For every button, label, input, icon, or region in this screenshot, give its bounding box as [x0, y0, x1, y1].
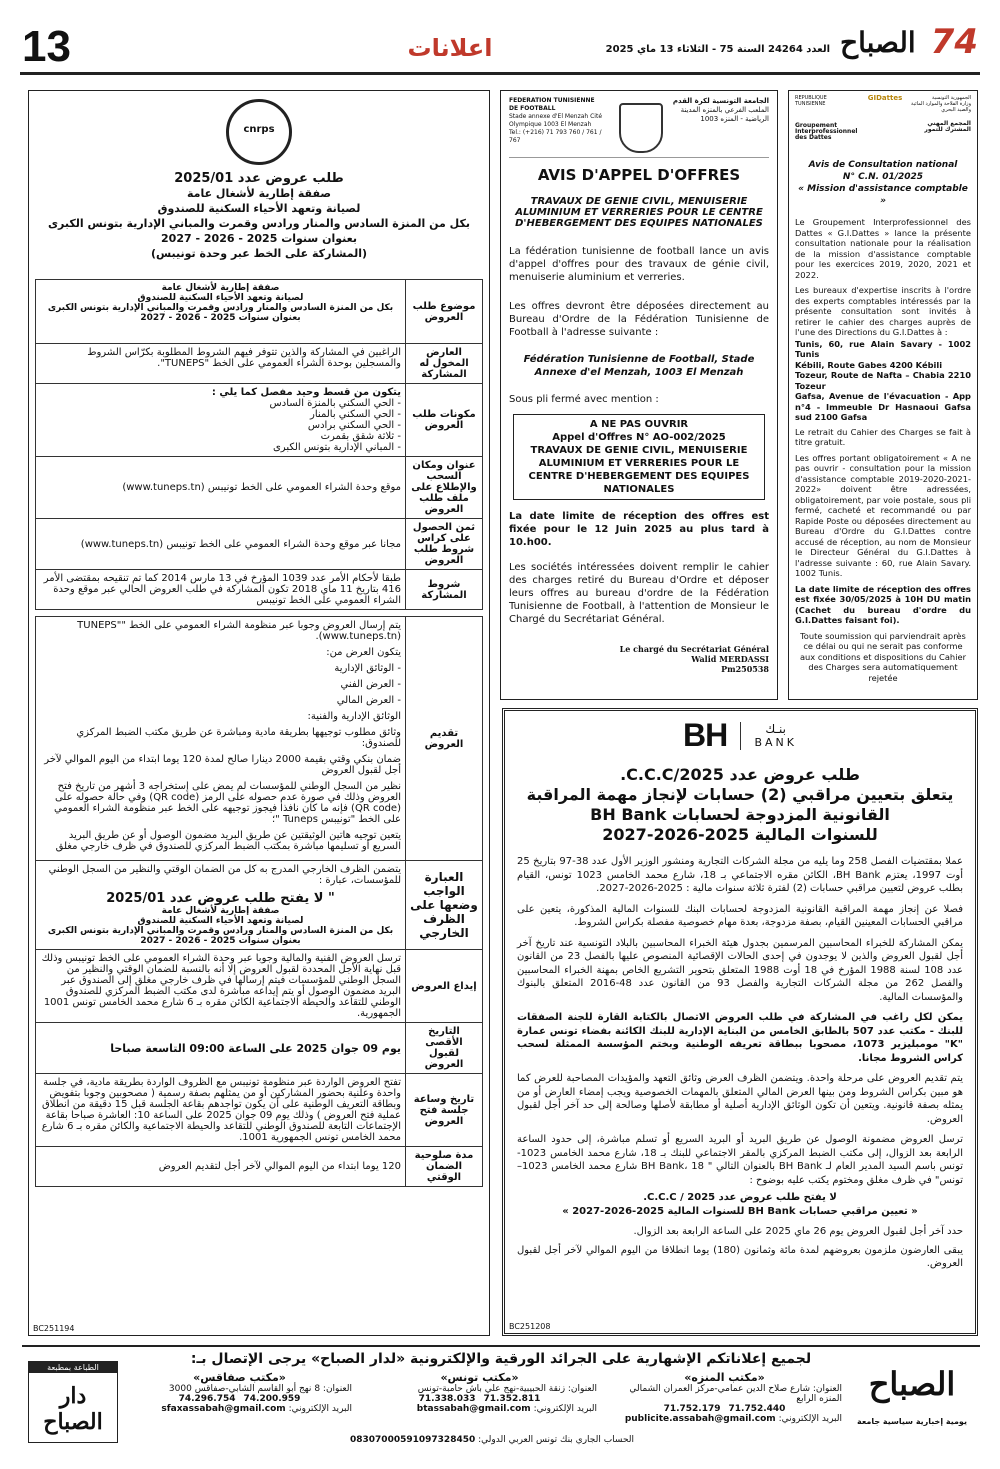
- bh-paragraph: ترسل العروض مضمونة الوصول عن طريق البريد أو البريد السريع أو تسلم مباشرة، إلى حدود الساعة الرابعة بعد الزوال، إلى مكتب الضبط المركزي بالمقر الاجتماعي للبنك بـ 18، شارع محمد الخامس 1023- تونس باسم السيد المدير العام لـ BH Bank بالعنوان التالي " BH Bank، 18 شارع محمد الخامس 1023– تونس" في ظرف مغلق ومختوم يكتب عليه بوضوح :: [517, 1134, 964, 1186]
- mention-line: بعنوان سنوات 2025 - 2026 - 2027: [140, 936, 301, 946]
- row-value: [36, 617, 406, 861]
- bh-paragraph: يبقى العارضون ملزمون بعروضهم لمدة مائة وثمانون (180) يوما انطلاقا من اليوم الموالي لآخر أجل لقبول العروض.: [517, 1244, 963, 1269]
- logo-text: الصباح: [840, 26, 916, 59]
- logo-number: 74: [930, 22, 978, 62]
- gid-mission: « Mission d'assistance comptable »: [798, 184, 968, 206]
- ftf-subject: TRAVAUX DE GENIE CIVIL, MENUISERIE ALUMINIUM ET VERRERIES POUR LE CENTRE D'HEBERGEMENT DES EQUIPES NATIONALES: [515, 196, 763, 229]
- row-label: شروط المشاركة: [406, 570, 483, 610]
- ftf-org-ar: الجامعة التونسية لكرة القدم: [672, 97, 769, 105]
- office-phone[interactable]: 71.752.179: [663, 1404, 721, 1414]
- bh-logo-mark: BH: [683, 717, 728, 753]
- gid-logo: GIDattes: [867, 94, 903, 102]
- row-label: العبارة الواجب وضعها على الظرف الخارجي: [406, 861, 483, 950]
- ftf-deadline: La date limite de réception des offres est fixée pour le 12 Juin 2025 au plus tard à 10.h00.: [509, 511, 769, 548]
- cnrps-title-6: (المشاركة على الخط عبر وحدة تونيبس): [150, 247, 368, 260]
- table-row: [36, 384, 483, 457]
- list-item: - الحي السكني بالمنزة السادس: [40, 398, 401, 409]
- gid-paragraph: Le Groupement Interprofessionnel des Dattes « G.I.Dattes » lance la présente consultation nationale pour la réalisation de la mission d'assistance comptable pour les exercices 2019, 2020, 2021 et 2022.: [795, 217, 971, 280]
- gid-head-ar1: الجمهورية التونسية: [931, 95, 971, 101]
- cnrps-table: [35, 279, 483, 610]
- gid-paragraph: Le retrait du Cahier des Charges se fait à titre gratuit.: [795, 426, 971, 447]
- row-value: ترسل العروض الفنية والمالية وجوبا عبر وحدة الشراء العمومي على الخط تونيبس وذلك قبل نهاية الأجل المحددة لقبول العروض إلا أنه بالنسبة للضمان الوقتي والنظير من السجل الوطني للمؤسسات فيتم إرسالها في ظرف خارجي مغلق إلى الصندوق عبر البريد مضمون الوصول أو يتم إيداعه مباشرة لدى مكتب الضبط المركزي للصندوق الوطني للتقاعد والحيطة الاجتماعية الكائن مقره بـ 6 شارع محمد الخامس تونس 1001 الجمهورية.: [36, 950, 406, 1023]
- table-row: [36, 1147, 483, 1187]
- subject-line: صفقة إطارية لأشغال عامة: [161, 283, 280, 293]
- gid-org: Groupement Interprofessionnel des Dattes: [795, 122, 858, 141]
- bh-logo: [517, 717, 963, 757]
- gid-paragraph: Les offres portant obligatoirement « A ne pas ouvrir - consultation pour la mission d'assistance comptable 2019-2020-2021-2022» doivent être adressées, obligatoirement, par voie postale, sous pli fermé, cacheté et recommandé ou par Rapide Poste ou déposées directement au Bureau d'Ordre du G.I.Dattes contre accusé de réception, au nom de Monsieur le Directeur Général du G.I.Dattes à l'adresse suivante : 60, rue Alain Savary. 1002 Tunis.: [795, 452, 971, 578]
- row-value: [36, 384, 406, 457]
- cnrps-title-1: طلب عروض عدد 2025/01: [174, 171, 344, 186]
- subject-line: بعنوان سنوات 2025 - 2026 - 2027: [140, 313, 301, 323]
- bh-bank-ad: [502, 708, 978, 1336]
- row-value: يوم 09 جوان 2025 على الساعة 09:00 التاسعة صباحا: [36, 1023, 406, 1074]
- row-value: طبقا لأحكام الأمر عدد 1039 المؤرخ في 13 مارس 2014 كما تم تنقيحه بمقتضى الأمر 416 بتاريخ 11 ماي 2018 تكون المشاركة في طلب العروض الحالي عبر موقع وحدة الشراء العمومي على الخط تونيبس: [36, 570, 406, 610]
- gid-number: N° C.N. 01/2025: [842, 172, 924, 182]
- gidattes-ad: [788, 90, 978, 700]
- gid-paragraph: Toute soumission qui parviendrait après ce délai ou qui ne serait pas conforme aux conditions et dispositions du Cahier des Charges sera automatiquement rejetée: [799, 630, 967, 683]
- bh-paragraph: حدد آخر أجل لقبول العروض يوم 26 ماي 2025 على الساعة الرابعة بعد الزوال.: [633, 1226, 963, 1237]
- ftf-mention-line: TRAVAUX DE GENIE CIVIL, MENUISERIE ALUMINIUM ET VERRERIES POUR LE CENTRE D'HEBERGEMENT DES EQUIPES NATIONALES: [528, 445, 750, 495]
- components-intro: يتكون من قسط وحيد مفصل كما يلي :: [211, 387, 401, 398]
- paragraph: يتعين توجيه هاتين الوثيقتين عن طريق البريد مضمون الوصول أو عن طريق البريد السريع أو تسليمها مباشرة بمكتب الضبط المركزي للصندوق في ظرف خارجي مغلق: [55, 830, 401, 852]
- table-row: [36, 1074, 483, 1147]
- ftf-paragraph: Les sociétés intéressées doivent remplir le cahier des charges retiré du Bureau d'Ordre et déposer leurs offres au bureau d'ordre de la Fédération Tunisienne de Football, à l'attention de Monsieur le Chargé du Secrétariat Général.: [509, 562, 769, 625]
- row-label: ثمن الحصول على كراس شروط طلب العروض: [406, 519, 483, 570]
- office-phone[interactable]: 71.352.811: [483, 1394, 541, 1404]
- paragraph: يتضمن الظرف الخارجي المدرج به كل من الضمان الوقتي والنظير من السجل الوطني للمؤسسات، عبارة :: [48, 864, 401, 886]
- bh-logo-divider: [740, 722, 741, 750]
- paragraph: - الوثائق الإدارية: [334, 663, 401, 674]
- gid-direction: Kébili, Route Gabes 4200 Kébili: [795, 359, 943, 370]
- row-label: موضوع طلب العروض: [406, 280, 483, 344]
- table-row: [36, 570, 483, 610]
- mention-line: لصيانة وتعهد الأحياء السكنية للصندوق: [137, 916, 304, 926]
- row-value: [36, 280, 406, 344]
- gid-head-ar2: وزارة الفلاحة والموارد المائية والصيد البحري: [911, 101, 971, 113]
- table-row: [36, 344, 483, 384]
- cnrps-logo: [226, 99, 292, 165]
- gid-paragraph: Les bureaux d'expertise inscrits à l'ordre des experts comptables intéressés par la présente consultation sont invités à retirer le cahier des charges auprès de l'une des Directions du G.I.Dattes à :: [795, 285, 971, 337]
- bh-mention-1: لا يفتح طلب عروض عدد 2025 / C.C.C.: [643, 1192, 837, 1203]
- office-tunis: [362, 1371, 597, 1414]
- ftf-mention-box: [513, 414, 765, 500]
- cnrps-title-3: لصيانة وتعهد الأحياء السكنية للصندوق: [157, 202, 361, 215]
- bh-title-4: للسنوات المالية 2025-2026-2027: [602, 825, 878, 844]
- paragraph: - العرض المالي: [336, 695, 401, 706]
- office-address: العنوان: زنقة الحبيبية-نهج علي باش حامبة-تونس: [417, 1384, 597, 1394]
- row-value: 120 يوما ابتداء من اليوم الموالي لآخر أجل لتقديم العروض: [36, 1147, 406, 1187]
- paragraph: الوثائق الإدارية والفنية:: [307, 711, 401, 722]
- email-label: البريد الإلكتروني:: [778, 1414, 842, 1424]
- ftf-tel: Tel.: (+216) 71 793 760 / 761 / 767: [509, 129, 602, 144]
- bh-title-3: القانونية المزدوجة لحسابات BH Bank: [590, 805, 890, 824]
- row-label: العارض المخول له المشاركة: [406, 344, 483, 384]
- bank-rib: 08307000591097328450: [350, 1435, 476, 1445]
- row-label: التاريخ الأقصى لقبول العروض: [406, 1023, 483, 1074]
- footer-headline: لجميع إعلاناتكم الإشهارية على الجرائد الورقية والإلكترونية «لدار الصباح» يرجى الإتصال بـ:: [190, 1351, 812, 1367]
- ftf-emblem-icon: [619, 103, 663, 153]
- footer-logo-left[interactable]: [28, 1361, 118, 1443]
- bank-label: الحساب الجاري بنك تونس العربي الدولي:: [478, 1435, 634, 1445]
- cnrps-logo-label: cnrps: [243, 124, 275, 135]
- bh-paragraph: يمكن لكل راغب في المشاركة في طلب العروض الاتصال بالكتابة القارة للجنة الصفقات للبنك - مكتب عدد 507 بالطابق الخامس من البناية الإدارية للبنك الكائنة بفضاء تونس عمارة "K" مومبليزير 1073، مصحوبا ببطاقة تعريفه الوطنية وبختم المؤسسة الممثلة لسحب كراس الشروط مجانا.: [517, 1012, 963, 1064]
- ftf-addr-ar: الملعب الفرعي بالمنزه المدينة الرياضية - المنزه 1003: [680, 106, 769, 123]
- row-value: تفتح العروض الواردة عبر منظومة تونيبس مع الظروف الواردة بطريقة مادية، في جلسة واحدة وعلنية بحضور المشاركين أو من يمثلهم بصفة رسمية ( مصحوبين وجوبا بتفويض وبطاقة التعريف الوطنية على أن يكون تواجدهم بقاعة الجلسة قبل 15 دقيقة من انطلاق عملية فتح العروض ) وذلك يوم 09 جوان 2025 على الساعة 10: العاشرة صباحا بقاعة الإجتماعات التابعة للصندوق الوطني للتقاعد والحيطة الاجتماعية والكائن مقره بـ 6 شارع محمد الخامس تونس الجمهورية 1001.: [36, 1074, 406, 1147]
- table-row: [36, 950, 483, 1023]
- subject-line: لصيانة وتعهد الأحياء السكنية للصندوق: [137, 293, 304, 303]
- ftf-paragraph: Sous pli fermé avec mention :: [509, 394, 659, 405]
- bh-paragraph: فصلا عن إنجاز مهمة المراقبة القانونية المزدوجة لحسابات البنك للسنوات المالية المذكورة، يتعين على مراقبي الحسابات المعينين القيام، بصفة مزدوجة، بعدة مهام خصوصية مفصلة بكراس الشروط.: [517, 903, 963, 928]
- footer-logo-left-tag: الطباعة بمطبعة: [29, 1362, 117, 1373]
- paragraph: يتم إرسال العروض وجوبا عبر منظومة الشراء العمومي على الخط "TUNEPS" (www.tuneps.tn).: [77, 620, 401, 642]
- office-title: «مكتب صفاقس»: [193, 1371, 286, 1384]
- bh-logo-ar: بنـك: [765, 721, 786, 736]
- gid-title: Avis de Consultation national: [808, 160, 958, 170]
- mention-line: صفقة إطارية لأشغال عامة: [161, 906, 280, 916]
- row-label: إيداع العروض: [406, 950, 483, 1023]
- table-row: [36, 1023, 483, 1074]
- office-phone[interactable]: 71.752.440: [728, 1404, 786, 1414]
- issue-line: العدد 24264 السنة 75 - الثلاثاء 13 ماي 2025: [605, 44, 830, 55]
- bh-paragraph: عملا بمقتضيات الفصل 258 وما يليه من مجلة الشركات التجارية ومنشور الوزير الأول عدد 38-97 بتاريخ 25 أوت 1997، يعتزم BH Bank، الكائن مقره الاجتماعي بـ 18، شارع محمد الخامس 1023 تونس، القيام بطلب عروض لتعيين مراقبي حسابات (2) لفترة ثلاثة سنوات مالية : 2025-2026-2027.: [517, 856, 963, 894]
- footer-logo-right-text: الصباح: [868, 1365, 956, 1403]
- table-row: [36, 861, 483, 950]
- office-email[interactable]: btassabah@gmail.com: [416, 1404, 531, 1414]
- ftf-ad: [500, 90, 778, 700]
- row-value: الراغبين في المشاركة والذين تتوفر فيهم الشروط المطلوبة بكرّاس الشروط والمسجلين بوحدة الشراء العمومي على الخط "TUNEPS".: [36, 344, 406, 384]
- cnrps-table-2: [35, 616, 483, 1187]
- email-label: البريد الإلكتروني:: [288, 1404, 352, 1414]
- row-label: مدة صلوحية الضمان الوقتي: [406, 1147, 483, 1187]
- ftf-paragraph: La fédération tunisienne de football lance un avis d'appel d'offres pour des travaux de génie civil, menuiserie aluminium et verreries.: [509, 246, 769, 283]
- ftf-addr-fr: Stade annexe d'El Menzah Cité Olympique 1003 El Menzah: [509, 113, 603, 128]
- cnrps-title-5: بعنوان سنوات 2025 - 2026 - 2027: [161, 232, 357, 245]
- list-item: - ثلاثة شقق بقمرت: [40, 431, 401, 442]
- row-value: موقع وحدة الشراء العمومي على الخط تونيبس (www.tuneps.tn): [36, 457, 406, 519]
- paragraph: ضمان بنكي وقتي بقيمة 2000 دينارا صالح لمدة 120 يوما ابتداء من اليوم الموالي لآخر أجل لقبول العروض: [44, 754, 401, 776]
- table-row: [36, 617, 483, 861]
- office-title: «مكتب المنزه»: [684, 1371, 765, 1384]
- ftf-signature-name: Walid MERDASSI: [691, 654, 769, 664]
- row-value: مجانا عبر موقع وحدة الشراء العمومي على الخط تونيبس (www.tuneps.tn): [36, 519, 406, 570]
- office-sfax: [127, 1371, 352, 1414]
- office-title: «مكتب تونس»: [440, 1371, 519, 1384]
- bh-paragraph: يمكن المشاركة للخبراء المحاسبين المرسمين بجدول هيئة الخبراء المحاسبين بالبلاد التونسية عند تاريخ آخر أجل لقبول العروض والذين لا يوجدون في إحدى الحالات الإقصائية المنصوص عليها بالفصل 23 من القانون عدد 108 لسنة 1988 المؤرخ في 18 أوت 1988 المتعلق بتحوير التشريع الخاص بمهنة الخبراء المحاسبين والفصل 262 من مجلة الشركات التجارية والفصل 93 من القانون عدد 48-2016 المتعلق بالبنوك والمؤسسات المالية.: [517, 937, 963, 1003]
- footer-logo-left-text: دار الصباح: [43, 1383, 103, 1435]
- cnrps-title-4: بكل من المنزة السادس والمنار ورادس وقمرت والمباني الإدارية بتونس الكبرى: [47, 217, 471, 230]
- footer-banner: [22, 1345, 980, 1450]
- bank-account: [242, 1435, 742, 1445]
- office-address: العنوان: 8 نهج أبو القاسم الشابي-صفاقس 3000: [168, 1384, 352, 1394]
- cnrps-ad: [28, 90, 490, 1336]
- office-email[interactable]: sfaxassabah@gmail.com: [161, 1404, 286, 1414]
- gid-direction: Tunis, 60, rue Alain Savary - 1002 Tunis: [795, 338, 971, 359]
- gid-direction: Tozeur, Route de Nafta – Chabia 2210 Tozeur: [795, 370, 971, 391]
- paragraph: نظير من السجل الوطني للمؤسسات لم يمض على إستخراجه 3 أشهر من تاريخ فتح العروض وذلك في صورة عدم حصوله على الرمز (QR code) وفي حالة حصوله على (QR code) فإنه ما كان نافذا فيجوز توجيهه على الخط عبر منظومة الشراء العمومي على الخط "تونيبس Tuneps "؛: [54, 781, 401, 825]
- email-label: البريد الإلكتروني:: [533, 1404, 597, 1414]
- envelope-mention: " لا يفتح طلب عروض عدد 2025/01: [106, 891, 335, 906]
- ftf-mention-line: Appel d'Offres N° AO-002/2025: [552, 432, 726, 443]
- office-phone[interactable]: 71.338.033: [418, 1394, 476, 1404]
- header-rule: [20, 72, 980, 75]
- row-label: تاريخ وساعة جلسة فتح العروض: [406, 1074, 483, 1147]
- office-address: العنوان: شارع صلاح الدين عمامي-مركز العمران الشمالي المنزه الرابع: [629, 1384, 842, 1404]
- bh-logo-bank: BANK: [754, 735, 797, 749]
- row-label: تقديم العروض: [406, 617, 483, 861]
- footer-logo-right-tag: يومية إخبارية سياسية جامعة: [857, 1417, 967, 1426]
- page-number: 13: [22, 22, 71, 71]
- office-phone[interactable]: 74.296.754: [178, 1394, 236, 1404]
- ftf-mention-line: A NE PAS OUVRIR: [589, 419, 689, 430]
- ad-reference: BC251194: [33, 1324, 75, 1333]
- bh-title-2: يتعلق بتعيين مراقبي (2) حسابات لإنجاز مهمة المراقبة: [526, 785, 954, 804]
- table-row: [36, 519, 483, 570]
- ad-reference: BC251208: [509, 1322, 551, 1331]
- cnrps-title-2: صفقة إطارية لأشغال عامة: [186, 187, 332, 200]
- bh-mention-2: « تعيين مراقبي حسابات BH Bank للسنوات المالية 2025-2026-2027 »: [562, 1205, 918, 1217]
- paragraph: يتكون العرض من:: [326, 647, 401, 658]
- subject-line: بكل من المنزة السادس والمنار ورادس وقمرت والمباني الإدارية بتونس الكبرى: [47, 303, 394, 313]
- table-row: [36, 457, 483, 519]
- paragraph: - العرض الفني: [340, 679, 401, 690]
- ftf-org-fr: FEDERATION TUNISIENNE DE FOOTBALL: [509, 97, 595, 112]
- section-title: اعلانات: [407, 34, 493, 62]
- ftf-signature-title: Le chargé du Secrétariat Général: [619, 644, 769, 654]
- office-menzah: [607, 1371, 842, 1424]
- row-value: [36, 861, 406, 950]
- newspaper-logo[interactable]: [840, 22, 978, 66]
- paragraph: وثائق مطلوب توجيهها بطريقة مادية ومباشرة عن طريق مكتب الضبط المركزي للصندوق:: [76, 727, 401, 749]
- list-item: - المباني الإدارية بتونس الكبرى: [40, 442, 401, 453]
- row-label: مكونات طلب العروض: [406, 384, 483, 457]
- footer-logo-right[interactable]: [848, 1361, 976, 1443]
- gid-direction: Gafsa, Avenue de l'évacuation - App n°4 - Immeuble Dr Hasnaoui Gafsa sud 2100 Gafsa: [795, 391, 971, 422]
- gid-deadline: La date limite de réception des offres est fixée 30/05/2025 à 10H DU matin (Cachet du bureau d'ordre du G.I.Dattes faisant foi).: [795, 583, 971, 625]
- ad-reference: Pm250538: [721, 664, 769, 674]
- ftf-paragraph: Les offres devront être déposées directement au Bureau d'Ordre de la Fédération Tunisienne de Football à l'adresse suivante :: [509, 301, 769, 338]
- gid-head-fr: REPUBLIQUE TUNISIENNE: [795, 95, 827, 107]
- row-label: عنوان ومكان السحب والإطلاع على ملف طلب العروض: [406, 457, 483, 519]
- mention-line: بكل من المنزة السادس والمنار ورادس وقمرت والمباني الإدارية بتونس الكبرى: [47, 926, 394, 936]
- ftf-title: AVIS D'APPEL D'OFFRES: [537, 166, 741, 184]
- bh-paragraph: يتم تقديم العروض على مرحلة واحدة. ويتضمن الظرف العرض وثائق التعهد والمؤيدات المصاحبة للعرض كما هو مبين بكراس الشروط ومن بينها العرض المالي المتعلق بالمهمات الخصوصية ويجب إمضاء العارض أو من يمثله بصفة قانونية. ويتعين أن تكون الوثائق الإدارية أصلية أو مطابقة لأصلها وصالحة إلى حد آخر أجل لقبول العروض.: [517, 1073, 963, 1125]
- list-item: - الحي السكني برادس: [40, 420, 401, 431]
- list-item: - الحي السكني بالمنار: [40, 409, 401, 420]
- gid-org-ar: المجمع المهني المشترك للتمور: [924, 120, 971, 133]
- ftf-address: Fédération Tunisienne de Football, Stade Annexe d'el Menzah, 1003 El Menzah: [523, 354, 755, 378]
- office-email[interactable]: publicite.assabah@gmail.com: [624, 1414, 776, 1424]
- table-row: [36, 280, 483, 344]
- office-phone[interactable]: 74.200.959: [243, 1394, 301, 1404]
- bh-title-1: طلب عروض عدد 2025/C.C.C.: [620, 765, 860, 784]
